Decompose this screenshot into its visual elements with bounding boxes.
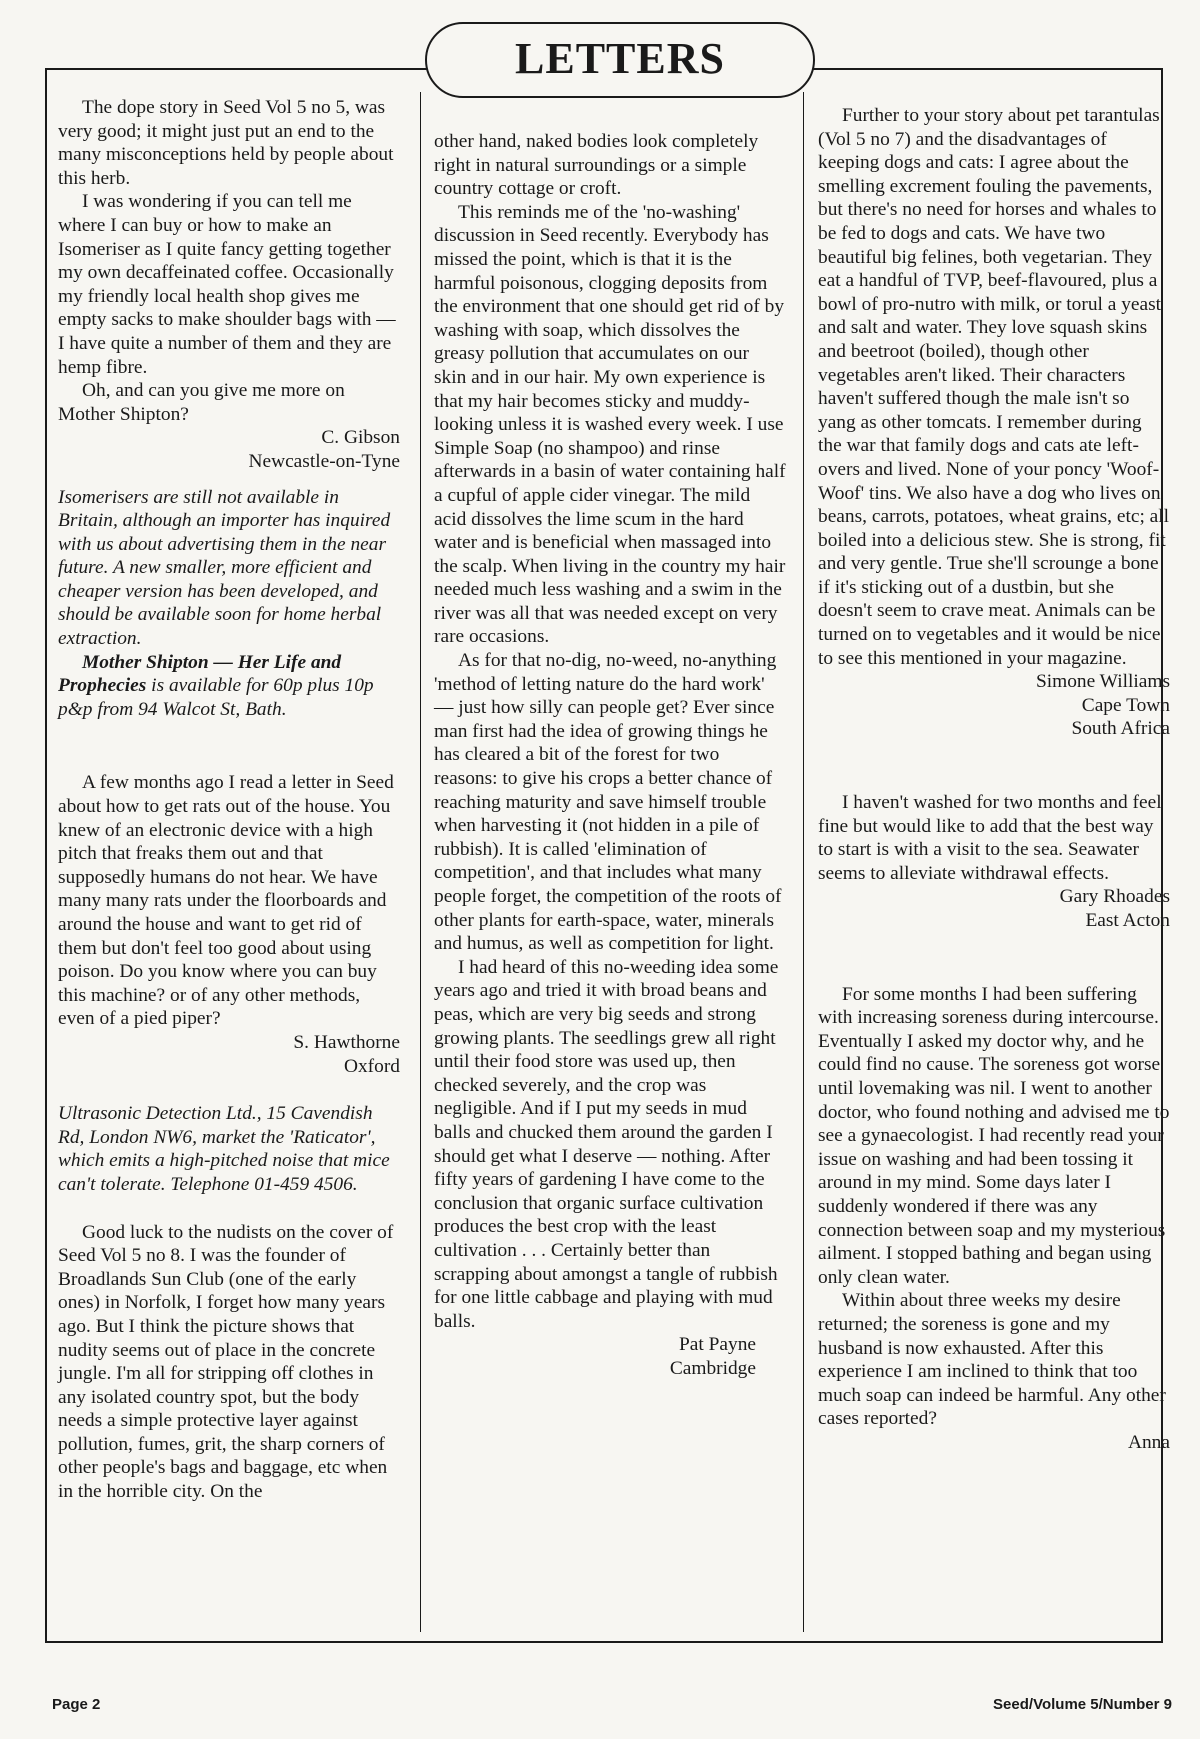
letter-paragraph: I had heard of this no-weeding idea some years ago and tried it with broad beans and peas, which are very big seeds and strong growing plants. The seedlings grew all right until their food store was used up, then checked severely, and the crop was negligible. And if I put my seeds in mud balls and chucked them around the garden I should get what I deserve — nothing. After fifty years of gardening I have come to the conclusion that organic surface cultivation produces the best crop with the least cultivation . . . Certainly better than scrapping about amongst a tangle of rubbish for one little cabbage and playing with mud balls. [434, 956, 779, 1332]
editor-reply-text: is available for 60p plus 10p p&p from 94 Walcot St, Bath. [58, 675, 374, 720]
letter-signature-place: Oxford [343, 1055, 400, 1077]
masthead [425, 22, 815, 98]
letter-signature-place: East Acton [1085, 910, 1170, 931]
letter-paragraph: This reminds me of the 'no-washing' discussion in Seed recently. Everybody has missed the point, which is that it is the harmful poisonous, clogging deposits from the environment that one should get rid of by washing with soap, which dissolves the greasy pollution that accumulates on our skin and in our hair. My own experience is that my hair becomes sticky and muddy-looking unless it is washed every week. I use Simple Soap (no shampoo) and rinse afterwards in a basin of water containing half a cupful of apple cider vinegar. The mild acid dissolves the lime scum in the hard water and is beneficial when massaged into the scalp. When living in the country my hair needed much less washing and a swim in the river was all that was needed except on very rare occasions. [434, 201, 786, 648]
letter-signature-name: S. Hawthorne [293, 1031, 400, 1053]
column-divider [803, 92, 804, 1632]
letter-signature-name: Gary Rhoades [1059, 886, 1170, 908]
letter-signature-place: South Africa [1071, 718, 1170, 740]
letter-signature-name: C. Gibson [321, 427, 400, 449]
letter-signature-place: Cambridge [669, 1357, 756, 1379]
letter-paragraph: Good luck to the nudists on the cover of Seed Vol 5 no 8. I was the founder of Broadlands Sun Club (one of the early ones) in Norfolk, I forget how many years ago. But I think the picture shows that nudity seems out of place in the concrete jungle. I'm all for stripping off clothes in any isolated country spot, but the body needs a simple protective layer against pollution, fumes, grit, the sharp corners of other people's bags and baggage, etc when in the horrible city. On the [58, 1221, 394, 1503]
letter-signature-name: Anna [1127, 1431, 1170, 1453]
column-middle [434, 130, 786, 1380]
letter-paragraph: I was wondering if you can tell me where I can buy or how to make an Isomeriser as I quite fancy getting together my own decaffeinated coffee. Occasionally my friendly local health shop gives me empty sacks to make shoulder bags with — I have quite a number of them and they are hemp fibre. [58, 191, 396, 378]
letter-paragraph: other hand, naked bodies look completely right in natural surroundings or a simple country cottage or croft. [434, 131, 759, 200]
column-right [818, 104, 1170, 1454]
letter-paragraph: Within about three weeks my desire returned; the soreness is gone and my husband is now exhausted. After this experience I am inclined to think that too much soap can indeed be harmful. Any other cases reported? [818, 1290, 1166, 1430]
letter-paragraph: Further to your story about pet tarantulas (Vol 5 no 7) and the disadvantages of keeping dogs and cats: I agree about the smelling excrement fouling the pavements, but there's no need for horses and whales to be fed to dogs and cats. We have two beautiful big felines, both vegetarian. They eat a handful of TVP, beef-flavoured, plus a bowl of pro-nutro with milk, or torul a yeast and salt and water. They love squash skins and beetroot (boiled), though other vegetables aren't liked. Their characters haven't suffered though the male isn't so yang as other tomcats. I remember during the war that family dogs and cats ate left-overs and lived. None of your poncy 'Woof-Woof' tins. We also have a dog who lives on beans, carrots, potatoes, wheat grains, etc; all boiled into a delicious stew. She is strong, fit and very gentle. True she'll scrounge a bone if it's sticking out of a dustbin, but she doesn't seem to crave meat. Animals can be turned on to vegetables and it would be nice to see this mentioned in your magazine. [818, 105, 1170, 669]
book-title: Mother Shipton — Her Life and Prophecies [58, 651, 342, 697]
letter-paragraph: The dope story in Seed Vol 5 no 5, was very good; it might just put an end to the many misconceptions held by people about this herb. [58, 97, 394, 189]
editor-reply: Isomerisers are still not available in Britain, although an importer has inquired with us about advertising them in the near future. A new smaller, more efficient and cheaper version has been developed, and should be available soon for home herbal extraction. [58, 486, 391, 650]
page-number: Page 2 [52, 1696, 101, 1713]
letter-signature-name: Simone Williams [1035, 671, 1170, 693]
letter-paragraph: A few months ago I read a letter in Seed about how to get rats out of the house. You knew of an electronic device with a high pitch that freaks them out and that supposedly humans do not hear. We have many many rats under the floorboards and around the house and want to get rid of them but don't feel too good about using poison. Do you know where you can buy this machine? or of any other methods, even of a pied piper? [58, 772, 394, 1030]
editor-reply: Ultrasonic Detection Ltd., 15 Cavendish Rd, London NW6, market the 'Raticator', which emits a high-pitched noise that mice can't tolerate. Telephone 01-459 4506. [58, 1103, 390, 1195]
letter-paragraph: For some months I had been suffering with increasing soreness during intercourse. Eventually I asked my doctor why, and he could find no cause. The soreness got worse until lovemaking was nil. I went to another doctor, who found nothing and advised me to see a gynaecologist. I had recently read your issue on washing and had been tossing it around in my mind. Some days later I suddenly wondered if there was any connection between soap and my mysterious ailment. I stopped bathing and began using only clean water. [818, 983, 1170, 1288]
letter-paragraph: As for that no-dig, no-weed, no-anything 'method of letting nature do the hard work' — just how silly can people get? Ever since man first had the idea of growing things he has cleared a bit of the forest for two reasons: to give his crops a better chance of reaching maturity and save himself trouble when harvesting it (not hidden in a pile of rubbish). It is called 'elimination of competition', and that includes what many people forget, the competition of the roots of other plants for earth-space, water, minerals and humus, as well as competition for light. [434, 650, 782, 955]
letter-signature-place: Newcastle-on-Tyne [248, 450, 400, 472]
letter-paragraph: I haven't washed for two months and feel fine but would like to add that the best way to start is with a visit to the sea. Seawater seems to alleviate withdrawal effects. [818, 792, 1162, 884]
column-left [58, 96, 400, 1504]
page-title: LETTERS [515, 34, 725, 83]
column-divider [420, 92, 421, 1632]
editor-reply [58, 651, 400, 722]
letter-signature-place: Cape Town [1081, 694, 1170, 716]
letter-signature-name: Pat Payne [678, 1334, 756, 1356]
letter-paragraph: Oh, and can you give me more on Mother Shipton? [58, 380, 345, 425]
issue-label: Seed/Volume 5/Number 9 [993, 1696, 1172, 1713]
